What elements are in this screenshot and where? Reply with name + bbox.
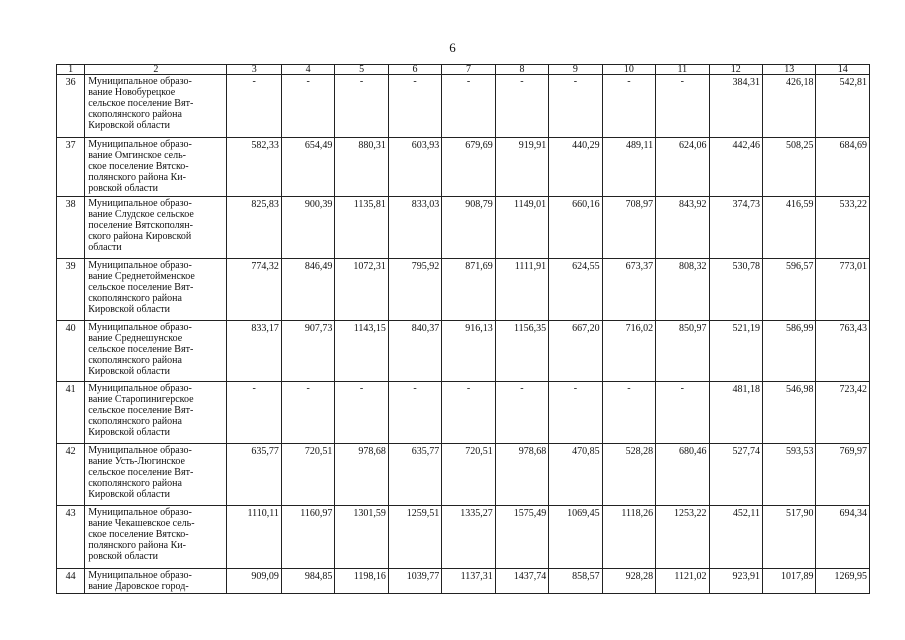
value-cell: 517,90 (763, 506, 816, 569)
column-number-header: 3 (227, 65, 281, 75)
value-cell: 586,99 (763, 321, 816, 382)
value-cell: 858,57 (549, 569, 602, 594)
row-number: 42 (57, 444, 85, 506)
municipality-name-line: вание Чекашевское сель- (88, 518, 195, 529)
value-cell: 1156,35 (495, 321, 548, 382)
municipality-name-line: скополянского района (88, 478, 182, 489)
row-number: 40 (57, 321, 85, 382)
value-cell: 603,93 (388, 138, 441, 197)
value-cell: 825,83 (227, 197, 281, 259)
value-cell: 1269,95 (816, 569, 870, 594)
value-cell: 528,28 (602, 444, 655, 506)
column-number-header: 10 (602, 65, 655, 75)
table-row (57, 506, 870, 569)
municipality-name-line: сельское поселение Вят- (88, 282, 194, 293)
municipality-name (85, 75, 227, 138)
value-cell: 596,57 (763, 259, 816, 321)
value-cell: 508,25 (763, 138, 816, 197)
column-number-header: 5 (335, 65, 388, 75)
value-cell: 763,43 (816, 321, 870, 382)
value-cell: 1135,81 (335, 197, 388, 259)
column-number-header: 12 (709, 65, 762, 75)
value-cell: 1149,01 (495, 197, 548, 259)
value-cell: 850,97 (656, 321, 709, 382)
value-cell: 593,53 (763, 444, 816, 506)
municipality-name-line: вание Усть-Люгинское (88, 456, 185, 467)
table-row (57, 259, 870, 321)
column-number-header: 9 (549, 65, 602, 75)
municipality-name-line: скополянского района (88, 293, 182, 304)
value-cell: - (602, 75, 655, 138)
value-cell: 416,59 (763, 197, 816, 259)
table-row (57, 75, 870, 138)
value-cell: 773,01 (816, 259, 870, 321)
column-number-header: 4 (281, 65, 334, 75)
value-cell: 694,34 (816, 506, 870, 569)
value-cell: 900,39 (281, 197, 334, 259)
value-cell: 1143,15 (335, 321, 388, 382)
value-cell: - (335, 382, 388, 444)
municipality-name-line: сельское поселение Вят- (88, 467, 194, 478)
row-number: 37 (57, 138, 85, 197)
value-cell: - (442, 75, 495, 138)
municipality-name-line: скополянского района (88, 416, 182, 427)
municipality-name-line: Кировской области (88, 427, 170, 438)
municipality-name (85, 138, 227, 197)
municipality-name-line: Муниципальное образо- (88, 76, 192, 87)
column-number-header: 1 (57, 65, 85, 75)
page-number: 6 (449, 40, 456, 55)
column-number-header: 8 (495, 65, 548, 75)
municipality-name-line: ровской области (88, 551, 158, 562)
value-cell: 880,31 (335, 138, 388, 197)
municipality-name-line: Кировской области (88, 489, 170, 500)
municipality-name-line: области (88, 242, 122, 253)
value-cell: 521,19 (709, 321, 762, 382)
value-cell: - (227, 382, 281, 444)
column-number-header: 7 (442, 65, 495, 75)
value-cell: - (549, 75, 602, 138)
value-cell: 1575,49 (495, 506, 548, 569)
value-cell: - (656, 382, 709, 444)
value-cell: 654,49 (281, 138, 334, 197)
municipality-name-line: ское поселение Вятско- (88, 529, 189, 540)
value-cell: 452,11 (709, 506, 762, 569)
municipality-name-line: Муниципальное образо- (88, 198, 192, 209)
municipality-name-line: сельское поселение Вят- (88, 405, 194, 416)
value-cell: 1017,89 (763, 569, 816, 594)
value-cell: 716,02 (602, 321, 655, 382)
value-cell: 769,97 (816, 444, 870, 506)
value-cell: 624,55 (549, 259, 602, 321)
value-cell: 928,28 (602, 569, 655, 594)
municipality-name-line: вание Омгинское сель- (88, 150, 186, 161)
value-cell: 808,32 (656, 259, 709, 321)
value-cell: 542,81 (816, 75, 870, 138)
value-cell: 680,46 (656, 444, 709, 506)
value-cell: 846,49 (281, 259, 334, 321)
municipality-name-line: Кировской области (88, 366, 170, 377)
value-cell: 833,17 (227, 321, 281, 382)
value-cell: 1072,31 (335, 259, 388, 321)
municipality-name-line: скополянского района (88, 355, 182, 366)
municipality-name-line: ского района Кировской (88, 231, 192, 242)
value-cell: 1111,91 (495, 259, 548, 321)
row-number: 36 (57, 75, 85, 138)
value-cell: 833,03 (388, 197, 441, 259)
table-row (57, 197, 870, 259)
value-cell: 440,29 (549, 138, 602, 197)
value-cell: 1110,11 (227, 506, 281, 569)
municipality-name-line: сельское поселение Вят- (88, 98, 194, 109)
municipality-name-line: Муниципальное образо- (88, 139, 192, 150)
value-cell: 774,32 (227, 259, 281, 321)
municipality-name-line: Муниципальное образо- (88, 445, 192, 456)
value-cell: 374,73 (709, 197, 762, 259)
value-cell: 907,73 (281, 321, 334, 382)
column-number-header: 13 (763, 65, 816, 75)
value-cell: 1437,74 (495, 569, 548, 594)
municipality-name-line: ровской области (88, 183, 158, 194)
value-cell: - (442, 382, 495, 444)
value-cell: 679,69 (442, 138, 495, 197)
row-number: 43 (57, 506, 85, 569)
value-cell: 530,78 (709, 259, 762, 321)
value-cell: - (388, 75, 441, 138)
row-number: 38 (57, 197, 85, 259)
data-table (56, 64, 870, 594)
column-number-row (57, 65, 870, 75)
municipality-name-line: вание Новобурецкое (88, 87, 176, 98)
value-cell: 667,20 (549, 321, 602, 382)
municipality-name (85, 506, 227, 569)
municipality-name-line: Кировской области (88, 120, 170, 131)
value-cell: 720,51 (281, 444, 334, 506)
value-cell: 840,37 (388, 321, 441, 382)
value-cell: 978,68 (335, 444, 388, 506)
municipality-name-line: сельское поселение Вят- (88, 344, 194, 355)
value-cell: - (281, 75, 334, 138)
value-cell: 1039,77 (388, 569, 441, 594)
value-cell: 720,51 (442, 444, 495, 506)
value-cell: 635,77 (388, 444, 441, 506)
value-cell: 673,37 (602, 259, 655, 321)
value-cell: 723,42 (816, 382, 870, 444)
value-cell: 546,98 (763, 382, 816, 444)
value-cell: 871,69 (442, 259, 495, 321)
municipality-name-line: полянского района Ки- (88, 540, 186, 551)
municipality-name (85, 259, 227, 321)
value-cell: 795,92 (388, 259, 441, 321)
value-cell: - (227, 75, 281, 138)
column-number-header: 2 (85, 65, 227, 75)
table-row (57, 569, 870, 594)
table-row (57, 321, 870, 382)
value-cell: 660,16 (549, 197, 602, 259)
municipality-name-line: ское поселение Вятско- (88, 161, 189, 172)
value-cell: - (656, 75, 709, 138)
value-cell: 527,74 (709, 444, 762, 506)
row-number: 41 (57, 382, 85, 444)
value-cell: 1137,31 (442, 569, 495, 594)
municipality-name-line: вание Слудское сельское (88, 209, 194, 220)
municipality-name (85, 321, 227, 382)
value-cell: 916,13 (442, 321, 495, 382)
value-cell: 635,77 (227, 444, 281, 506)
municipality-name-line: Муниципальное образо- (88, 383, 192, 394)
value-cell: - (281, 382, 334, 444)
column-number-header: 6 (388, 65, 441, 75)
municipality-name-line: полянского района Ки- (88, 172, 186, 183)
row-number: 44 (57, 569, 85, 594)
column-number-header: 14 (816, 65, 870, 75)
value-cell: 481,18 (709, 382, 762, 444)
value-cell: - (388, 382, 441, 444)
municipality-name-line: вание Старопинигерское (88, 394, 194, 405)
column-number-header: 11 (656, 65, 709, 75)
value-cell: 684,69 (816, 138, 870, 197)
value-cell: 1198,16 (335, 569, 388, 594)
municipality-name-line: Кировской области (88, 304, 170, 315)
value-cell: 489,11 (602, 138, 655, 197)
municipality-name (85, 197, 227, 259)
value-cell: 984,85 (281, 569, 334, 594)
value-cell: 908,79 (442, 197, 495, 259)
municipality-name-line: поселение Вятскополян- (88, 220, 193, 231)
municipality-name-line: Муниципальное образо- (88, 507, 192, 518)
municipality-name-line: Муниципальное образо- (88, 260, 192, 271)
value-cell: 1335,27 (442, 506, 495, 569)
value-cell: 909,09 (227, 569, 281, 594)
row-number: 39 (57, 259, 85, 321)
value-cell: 843,92 (656, 197, 709, 259)
value-cell: 1160,97 (281, 506, 334, 569)
value-cell: 1253,22 (656, 506, 709, 569)
value-cell: 1118,26 (602, 506, 655, 569)
table-row (57, 444, 870, 506)
value-cell: - (335, 75, 388, 138)
municipality-name-line: вание Среднешунское (88, 333, 183, 344)
value-cell: - (495, 382, 548, 444)
value-cell: 442,46 (709, 138, 762, 197)
value-cell: 1069,45 (549, 506, 602, 569)
table-body (57, 65, 870, 594)
value-cell: 708,97 (602, 197, 655, 259)
table-row (57, 382, 870, 444)
value-cell: - (495, 75, 548, 138)
municipality-name-line: вание Даровское город- (88, 581, 189, 592)
value-cell: 1259,51 (388, 506, 441, 569)
table-row (57, 138, 870, 197)
municipality-name (85, 569, 227, 594)
value-cell: 919,91 (495, 138, 548, 197)
value-cell: 1121,02 (656, 569, 709, 594)
value-cell: 923,91 (709, 569, 762, 594)
municipality-name-line: Муниципальное образо- (88, 322, 192, 333)
value-cell: 1301,59 (335, 506, 388, 569)
value-cell: 426,18 (763, 75, 816, 138)
municipality-name-line: вание Среднетойменское (88, 271, 195, 282)
value-cell: 978,68 (495, 444, 548, 506)
value-cell: 384,31 (709, 75, 762, 138)
municipality-name-line: Муниципальное образо- (88, 570, 192, 581)
municipality-name-line: скополянского района (88, 109, 182, 120)
value-cell: 582,33 (227, 138, 281, 197)
municipality-name (85, 444, 227, 506)
value-cell: - (602, 382, 655, 444)
municipality-name (85, 382, 227, 444)
value-cell: 533,22 (816, 197, 870, 259)
value-cell: - (549, 382, 602, 444)
value-cell: 624,06 (656, 138, 709, 197)
value-cell: 470,85 (549, 444, 602, 506)
